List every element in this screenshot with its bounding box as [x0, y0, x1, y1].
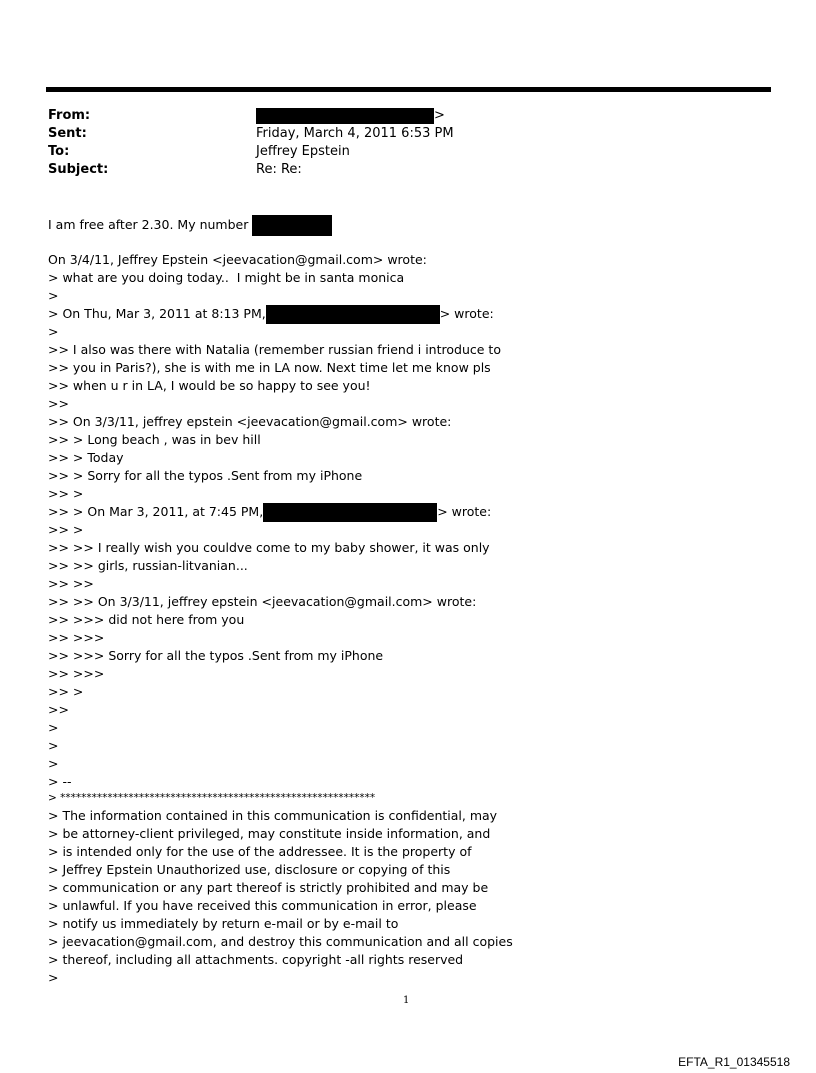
- body-line: >: [48, 288, 59, 303]
- body-line: >> >: [48, 486, 84, 501]
- intro-text: I am free after 2.30. My number: [48, 217, 253, 232]
- sent-value: Friday, March 4, 2011 6:53 PM: [256, 126, 454, 141]
- body-line: >: [48, 324, 59, 339]
- body-line: >: [48, 720, 59, 735]
- body-line: >> > Sorry for all the typos .Sent from my iPhone: [48, 468, 363, 483]
- header-rule: [46, 87, 771, 92]
- quote-text: > wrote:: [439, 306, 494, 321]
- body-line: >: [48, 970, 59, 985]
- body-line: >> >> girls, russian-litvanian...: [48, 558, 248, 573]
- sent-label: Sent:: [48, 126, 87, 141]
- subject-value: Re: Re:: [256, 162, 302, 177]
- body-line: [48, 305, 494, 324]
- body-line: >> >: [48, 522, 84, 537]
- body-line: > --: [48, 774, 72, 789]
- body-line: > thereof, including all attachments. copyright -all rights reserved: [48, 952, 464, 967]
- body-line: >> >> I really wish you couldve come to my baby shower, it was only: [48, 540, 490, 555]
- from-value-suffix: >: [434, 108, 445, 123]
- body-line: > Jeffrey Epstein Unauthorized use, disclosure or copying of this: [48, 862, 451, 877]
- body-line: > what are you doing today.. I might be in santa monica: [48, 270, 405, 285]
- subject-label: Subject:: [48, 162, 109, 177]
- from-label: From:: [48, 108, 91, 123]
- body-line: >>: [48, 702, 69, 717]
- body-line: >: [48, 756, 59, 771]
- body-line: >> >>> Sorry for all the typos .Sent from my iPhone: [48, 648, 384, 663]
- body-line: > unlawful. If you have received this communication in error, please: [48, 898, 477, 913]
- redaction-bar: [263, 503, 437, 522]
- body-line: >> >>> did not here from you: [48, 612, 245, 627]
- quote-text: > wrote:: [437, 504, 492, 519]
- body-line: >> >>: [48, 576, 94, 591]
- document-id: EFTA_R1_01345518: [678, 1055, 790, 1069]
- body-line: > ************************************************************: [48, 792, 376, 804]
- quote-text: >> > On Mar 3, 2011, at 7:45 PM,: [48, 504, 264, 519]
- body-line: >> > Long beach , was in bev hill: [48, 432, 261, 447]
- body-line: [48, 215, 332, 236]
- body-line: >> >> On 3/3/11, jeffrey epstein <jeevacation@gmail.com> wrote:: [48, 594, 477, 609]
- body-line: >> > Today: [48, 450, 124, 465]
- quote-text: > On Thu, Mar 3, 2011 at 8:13 PM,: [48, 306, 266, 321]
- body-line: On 3/4/11, Jeffrey Epstein <jeevacation@gmail.com> wrote:: [48, 252, 427, 267]
- body-line: >> you in Paris?), she is with me in LA now. Next time let me know pls: [48, 360, 491, 375]
- body-line: >> >: [48, 684, 84, 699]
- body-line: > notify us immediately by return e-mail or by e-mail to: [48, 916, 399, 931]
- body-line: >>: [48, 396, 69, 411]
- to-label: To:: [48, 144, 70, 159]
- to-value: Jeffrey Epstein: [256, 144, 350, 159]
- redaction-bar: [256, 108, 434, 124]
- body-line: >> when u r in LA, I would be so happy to see you!: [48, 378, 371, 393]
- body-line: > is intended only for the use of the addressee. It is the property of: [48, 844, 472, 859]
- body-line: >> >>>: [48, 630, 105, 645]
- body-line: >> I also was there with Natalia (remember russian friend i introduce to: [48, 342, 501, 357]
- body-line: >> >>>: [48, 666, 105, 681]
- redaction-bar: [266, 305, 440, 324]
- body-line: > The information contained in this communication is confidential, may: [48, 808, 498, 823]
- body-line: >: [48, 738, 59, 753]
- body-line: > be attorney-client privileged, may constitute inside information, and: [48, 826, 491, 841]
- page-number: 1: [403, 995, 410, 1006]
- body-line: > jeevacation@gmail.com, and destroy this communication and all copies: [48, 934, 513, 949]
- redaction-bar: [252, 215, 332, 236]
- body-line: [48, 503, 491, 522]
- body-line: > communication or any part thereof is strictly prohibited and may be: [48, 880, 489, 895]
- body-line: >> On 3/3/11, jeffrey epstein <jeevacation@gmail.com> wrote:: [48, 414, 452, 429]
- from-value: [256, 107, 445, 125]
